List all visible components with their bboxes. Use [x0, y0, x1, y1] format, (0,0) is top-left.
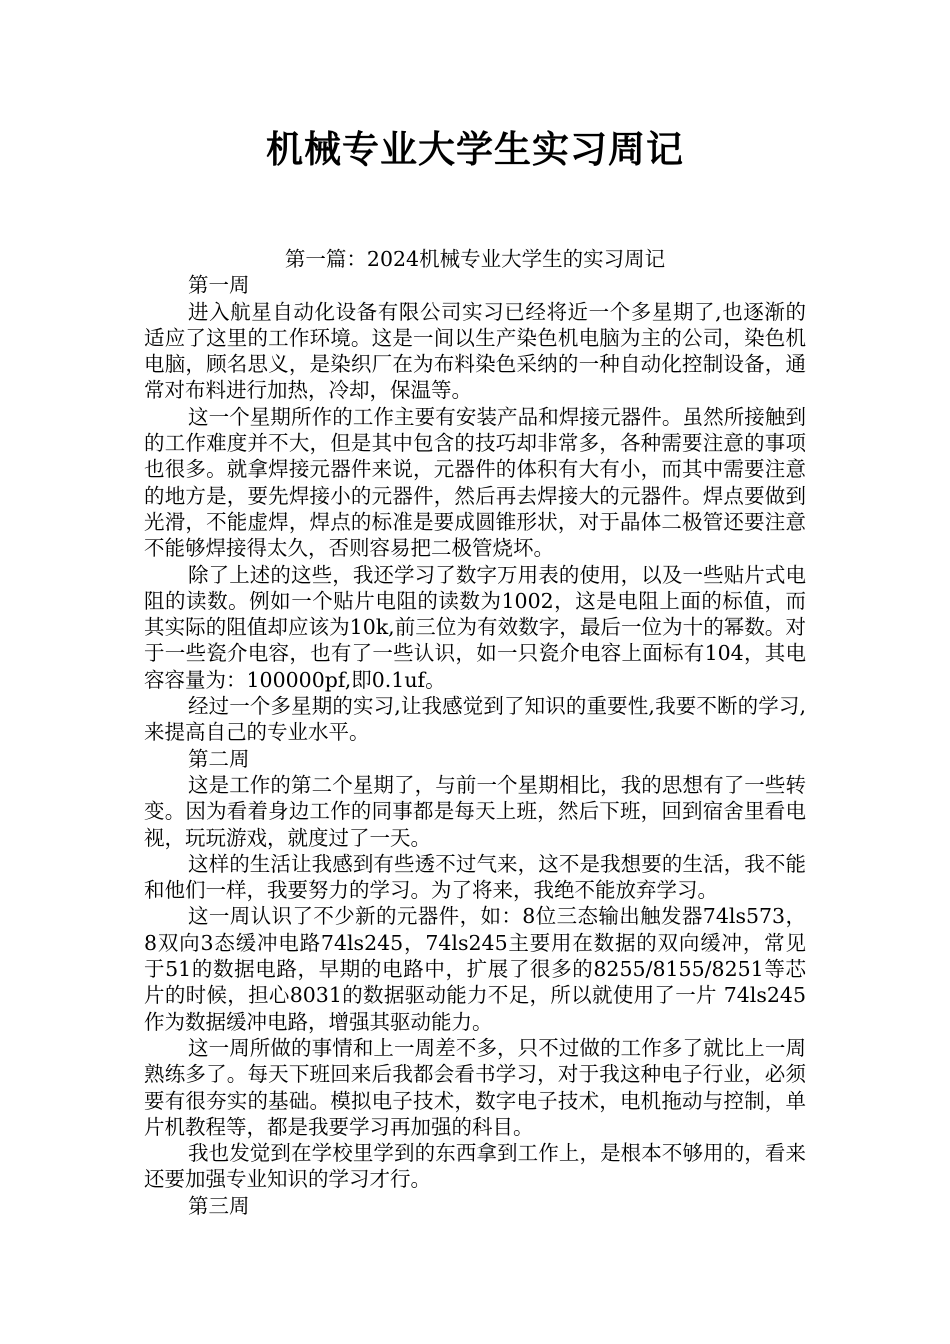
- document-title: 机械专业大学生实习周记: [266, 128, 684, 171]
- document-body: [144, 246, 806, 1219]
- week-heading: 第三周: [188, 1193, 250, 1218]
- paragraph: 进入航星自动化设备有限公司实习已经将近一个多星期了,也逐渐的适应了这里的工作环境。这是一间以生产染色机电脑为主的公司，染色机电脑，顾名思义，是染织厂在为布料染色采纳的一种自动化控制设备，通常对布料进行加热，冷却，保温等。: [144, 299, 806, 403]
- paragraph: 这一周所做的事情和上一周差不多，只不过做的工作多了就比上一周熟练多了。每天下班回来后我都会看书学习，对于我这种电子行业，必须要有很夯实的基础。模拟电子技术，数字电子技术，电机拖动与控制，单片机教程等，都是我要学习再加强的科目。: [144, 1035, 806, 1139]
- week-heading: 第一周: [188, 273, 250, 298]
- paragraph: 这一个星期所作的工作主要有安装产品和焊接元器件。虽然所接触到的工作难度并不大，但是其中包含的技巧却非常多，各种需要注意的事项也很多。就拿焊接元器件来说，元器件的体积有大有小，而其中需要注意的地方是，要先焊接小的元器件，然后再去焊接大的元器件。焊点要做到光滑，不能虚焊，焊点的标准是要成圆锥形状，对于晶体二极管还要注意不能够焊接得太久，否则容易把二极管烧坏。: [144, 404, 806, 561]
- paragraph: 除了上述的这些，我还学习了数字万用表的使用，以及一些贴片式电阻的读数。例如一个贴片电阻的读数为1002，这是电阻上面的标值，而其实际的阻值却应该为10k,前三位为有效数字，最后一位为十的幂数。对于一些瓷介电容，也有了一些认识，如一只瓷介电容上面标有104，其电容容量为：100000pf,即0.1uf。: [144, 562, 806, 692]
- paragraph: 这是工作的第二个星期了，与前一个星期相比，我的思想有了一些转变。因为看着身边工作的同事都是每天上班，然后下班，回到宿舍里看电视，玩玩游戏，就度过了一天。: [144, 772, 806, 850]
- week-heading: 第二周: [188, 746, 250, 771]
- paragraph: 我也发觉到在学校里学到的东西拿到工作上，是根本不够用的，看来还要加强专业知识的学习才行。: [144, 1141, 806, 1192]
- paragraph: 这一周认识了不少新的元器件，如：8位三态输出触发器74ls573，8双向3态缓冲电路74ls245，74ls245主要用在数据的双向缓冲，常见于51的数据电路，早期的电路中，扩展了很多的8255/8155/8251等芯片的时候，担心8031的数据驱动能力不足，所以就使用了一片 74ls245作为数据缓冲电路，增强其驱动能力。: [144, 904, 806, 1034]
- paragraph: 这样的生活让我感到有些透不过气来，这不是我想要的生活，我不能和他们一样，我要努力的学习。为了将来，我绝不能放弃学习。: [144, 851, 806, 903]
- paragraph: 经过一个多星期的实习,让我感觉到了知识的重要性,我要不断的学习,来提高自己的专业水平。: [144, 694, 806, 745]
- article-subtitle: 第一篇：2024机械专业大学生的实习周记: [284, 247, 666, 271]
